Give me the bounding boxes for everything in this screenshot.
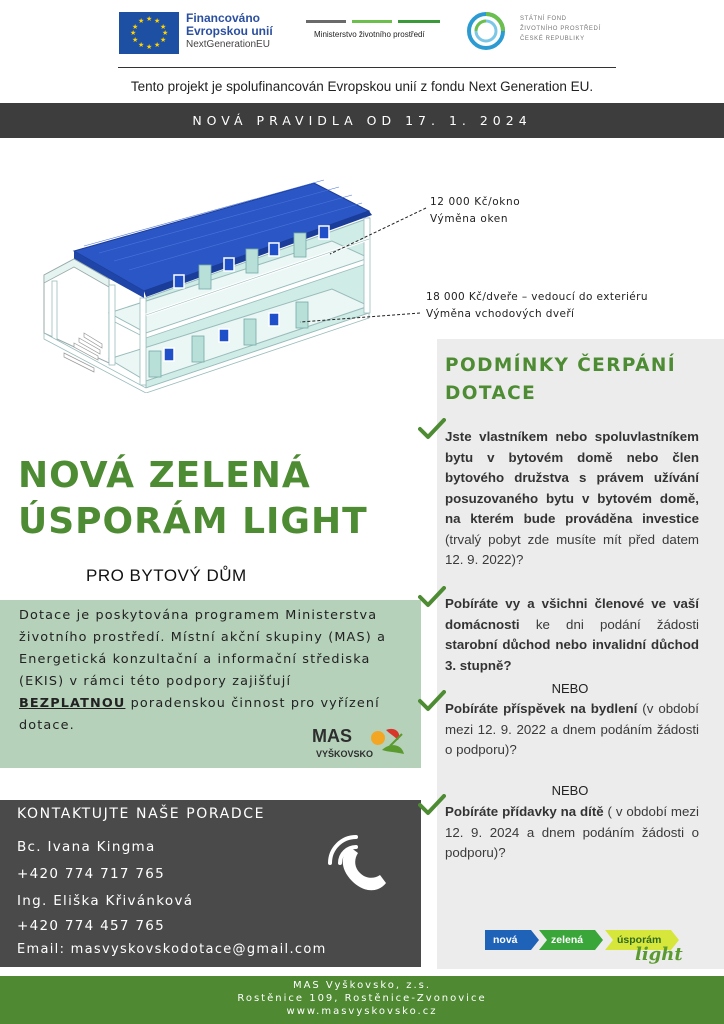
contact-title: KONTAKTUJTE NAŠE PORADCE <box>17 806 266 822</box>
program-info-text <box>19 605 391 737</box>
mas-logo-name: VYŠKOVSKO <box>316 749 374 759</box>
conditions-title <box>445 352 705 408</box>
contact-email[interactable]: Email: masvyskovskodotace@gmail.com <box>17 942 327 957</box>
condition-2 <box>445 594 699 676</box>
advisor-1-name: Bc. Ivana Kingma <box>17 839 156 855</box>
eu-line1: Financováno <box>186 11 261 25</box>
advisor-2-phone[interactable]: +420 774 457 765 <box>17 918 166 934</box>
condition-1-bold: Jste vlastníkem nebo spoluvlastníkem bytu v bytovém domě nebo člen bytového družstva s právem užívání posuzovaného bytu v bytovém domě, na kterém bude prováděna investice <box>445 429 699 526</box>
doors-price: 18 000 Kč/dveře – vedoucí do exteriéru <box>426 291 648 303</box>
info-text-highlight: BEZPLATNOU <box>19 696 126 711</box>
checkmark-icon <box>418 690 446 712</box>
ministry-logo-text: Ministerstvo životního prostředí <box>314 30 425 39</box>
condition-3 <box>445 699 699 761</box>
condition-1 <box>445 427 699 571</box>
sfzp-line3: ČESKÉ REPUBLIKY <box>520 36 585 42</box>
program-title-line2: ÚSPORÁM LIGHT <box>18 501 368 542</box>
checkmark-icon <box>418 418 446 440</box>
advisor-2-name: Ing. Eliška Křivánková <box>17 893 194 909</box>
nzu-word-nova: nová <box>493 934 518 946</box>
nzu-word-zelena: zelená <box>551 934 584 946</box>
advisor-1-phone[interactable]: +420 774 717 765 <box>17 866 166 882</box>
condition-3-rest: (v období mezi 12. 9. 2022 a dnem podáním žádosti o podporu)? <box>445 701 700 757</box>
doors-callout <box>426 289 648 323</box>
mas-vyskovsko-logo <box>312 726 412 766</box>
mas-logo-emblem-icon <box>368 726 410 766</box>
nzu-word-usporam: úsporám <box>617 934 662 946</box>
or-separator-2: NEBO <box>551 783 589 798</box>
or-separator-1: NEBO <box>551 681 589 696</box>
condition-1-rest: (trvalý pobyt zde musíte mít před datem 12. 9. 2022)? <box>445 531 699 567</box>
condition-2-mid: ke dni podání žádosti <box>519 616 699 632</box>
condition-4-bold: Pobíráte přídavky na dítě <box>445 804 604 819</box>
new-rules-band: NOVÁ PRAVIDLA OD 17. 1. 2024 <box>0 103 724 138</box>
footer-website[interactable]: www.masvyskovsko.cz <box>286 1006 438 1017</box>
condition-2-bold2: starobní důchod nebo invalidní důchod 3. stupně? <box>445 637 699 673</box>
cofunding-statement: Tento projekt je spolufinancován Evropskou unií z fondu Next Generation EU. <box>130 79 594 94</box>
doors-label: Výměna vchodových dveří <box>426 308 575 320</box>
checkmark-icon <box>418 794 446 816</box>
eu-flag-logo: ★ ★ ★ ★ ★ ★ ★ ★ ★ ★ ★ ★ <box>119 12 179 54</box>
checkmark-icon <box>418 586 446 608</box>
eu-line3: NextGenerationEU <box>186 39 270 50</box>
windows-price: 12 000 Kč/okno <box>430 196 521 208</box>
info-text-part2: poradenskou činnost pro vyřízení dotace. <box>19 696 380 733</box>
mas-logo-mas: MAS <box>312 726 352 746</box>
condition-4-rest: ( v období mezi 12. 9. 2024 a dnem podáním žádosti o podporu)? <box>445 804 699 860</box>
footer-address: Rostěnice 109, Rostěnice-Zvonovice <box>237 993 487 1004</box>
nzu-light-logo <box>485 930 695 970</box>
program-subtitle: PRO BYTOVÝ DŮM <box>86 566 247 585</box>
sfzp-line1: STÁTNÍ FOND <box>520 16 567 22</box>
program-title-line1: NOVÁ ZELENÁ <box>18 455 311 496</box>
phone-icon <box>318 833 390 903</box>
footer-org-name: MAS Vyškovsko, z.s. <box>292 980 432 991</box>
windows-label: Výměna oken <box>430 213 509 225</box>
condition-2-bold1: Pobíráte vy a všichni členové ve vaší domácnosti <box>445 596 699 632</box>
conditions-title-line2: DOTACE <box>445 383 537 404</box>
condition-4 <box>445 802 699 864</box>
info-text-part1: Dotace je poskytována programem Ministerstva životního prostředí. Místní akční skupiny (MAS) a Energetická konzultační a informační střediska (EKIS) v rámci této podpory zajišťují <box>19 608 387 689</box>
windows-callout <box>430 194 520 228</box>
conditions-title-line1: PODMÍNKY ČERPÁNÍ <box>445 355 676 376</box>
condition-3-bold: Pobíráte příspěvek na bydlení <box>445 701 638 716</box>
sfzp-line2: ŽIVOTNÍHO PROSTŘEDÍ <box>520 26 601 32</box>
eu-line2: Evropskou unií <box>186 24 273 38</box>
program-title <box>18 453 368 545</box>
nzu-word-light: light <box>635 944 683 965</box>
